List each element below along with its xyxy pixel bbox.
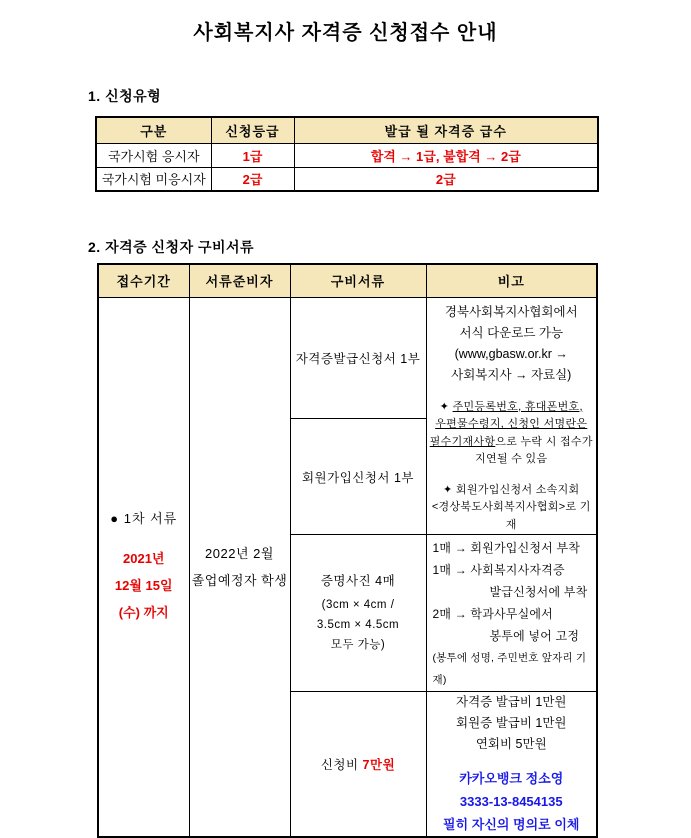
section1-heading: 1. 신청유형 — [88, 88, 162, 104]
cell-grade-2: 2급 — [211, 167, 294, 191]
period-cell — [98, 297, 189, 837]
note-cell-photo-usage: 1매 → 회원가입신청서 부착 1매 → 사회복지사자격증 발급신청서에 부착 2매 → 학과사무실에서 봉투에 넣어 고정 (봉투에 성명, 주민번호 앞자리 기재) — [426, 535, 597, 692]
table-row — [96, 167, 598, 191]
page-title: 사회복지사 자격증 신청접수 안내 — [193, 22, 498, 44]
cell-grade-1: 1급 — [211, 143, 294, 167]
note-download-source: 경북사회복지사협회에서 서식 다운로드 가능 (www,gbasw.or.kr → 사회복지사 → 자료실) — [444, 304, 578, 382]
doc-cell-certificate-application: 자격증발급신청서 1부 — [290, 297, 426, 419]
period-label: ● 1차 서류 — [110, 510, 178, 526]
period-deadline: 2021년 12월 15일 (수) 까지 — [114, 550, 173, 620]
required-documents-table — [97, 263, 598, 838]
section2-heading: 2. 자격증 신청자 구비서류 — [88, 239, 255, 255]
col-header-documents: 구비서류 — [290, 264, 426, 297]
photo-size-note: (3cm × 4cm / 3.5cm × 4.5cm 모두 가능) — [316, 599, 400, 651]
preparer-text: 2022년 2월 졸업예정자 학생 — [191, 545, 288, 588]
note-branch-name: ✦ 회원가입신청서 소속지회 <경상북도사회복지사협회>로 기재 — [431, 483, 591, 531]
col-header-note: 비고 — [426, 264, 597, 297]
col-header-grade: 신청등급 — [211, 117, 294, 143]
doc-cell-photos: 증명사진 4매 (3cm × 4cm / 3.5cm × 4.5cm 모두 가능) — [290, 535, 426, 692]
cell-issue-2: 2급 — [294, 167, 598, 191]
doc-cell-membership-application: 회원가입신청서 1부 — [290, 419, 426, 535]
table-header-row — [96, 117, 598, 143]
note-cell-download — [426, 297, 597, 535]
bank-transfer-info: 카카오뱅크 정소영 3333-13-8454135 필히 자신의 명의로 이체 — [443, 771, 580, 832]
table-row — [98, 297, 597, 419]
fee-amount: 7만원 — [362, 758, 396, 772]
star-bullet-icon: ✦ — [439, 400, 450, 413]
col-header-preparer: 서류준비자 — [189, 264, 290, 297]
col-header-issue: 발급 될 자격증 급수 — [294, 117, 598, 143]
col-header-category: 구분 — [96, 117, 211, 143]
note-cell-fee-breakdown — [426, 692, 597, 838]
preparer-cell — [189, 297, 290, 837]
application-type-table — [95, 116, 599, 192]
doc-cell-application-fee: 신청비 7만원 — [290, 692, 426, 838]
star-bullet-icon: ✦ — [443, 483, 453, 496]
circle-bullet-icon: ● — [110, 510, 120, 526]
cell-category-2: 국가시험 미응시자 — [96, 167, 211, 191]
note-required-fields: ✦ 주민등록번호, 휴대폰번호, 우편물수령지, 신청인 서명란은 필수기재사항으로 누락 시 접수가 지연될 수 있음 — [429, 400, 593, 465]
table-header-row — [98, 264, 597, 297]
cell-issue-1: 합격 → 1급, 불합격 → 2급 — [294, 143, 598, 167]
cell-category-1: 국가시험 응시자 — [96, 143, 211, 167]
col-header-period: 접수기간 — [98, 264, 189, 297]
fee-breakdown: 자격증 발급비 1만원 회원증 발급비 1만원 연회비 5만원 — [456, 695, 567, 751]
table-row — [96, 143, 598, 167]
